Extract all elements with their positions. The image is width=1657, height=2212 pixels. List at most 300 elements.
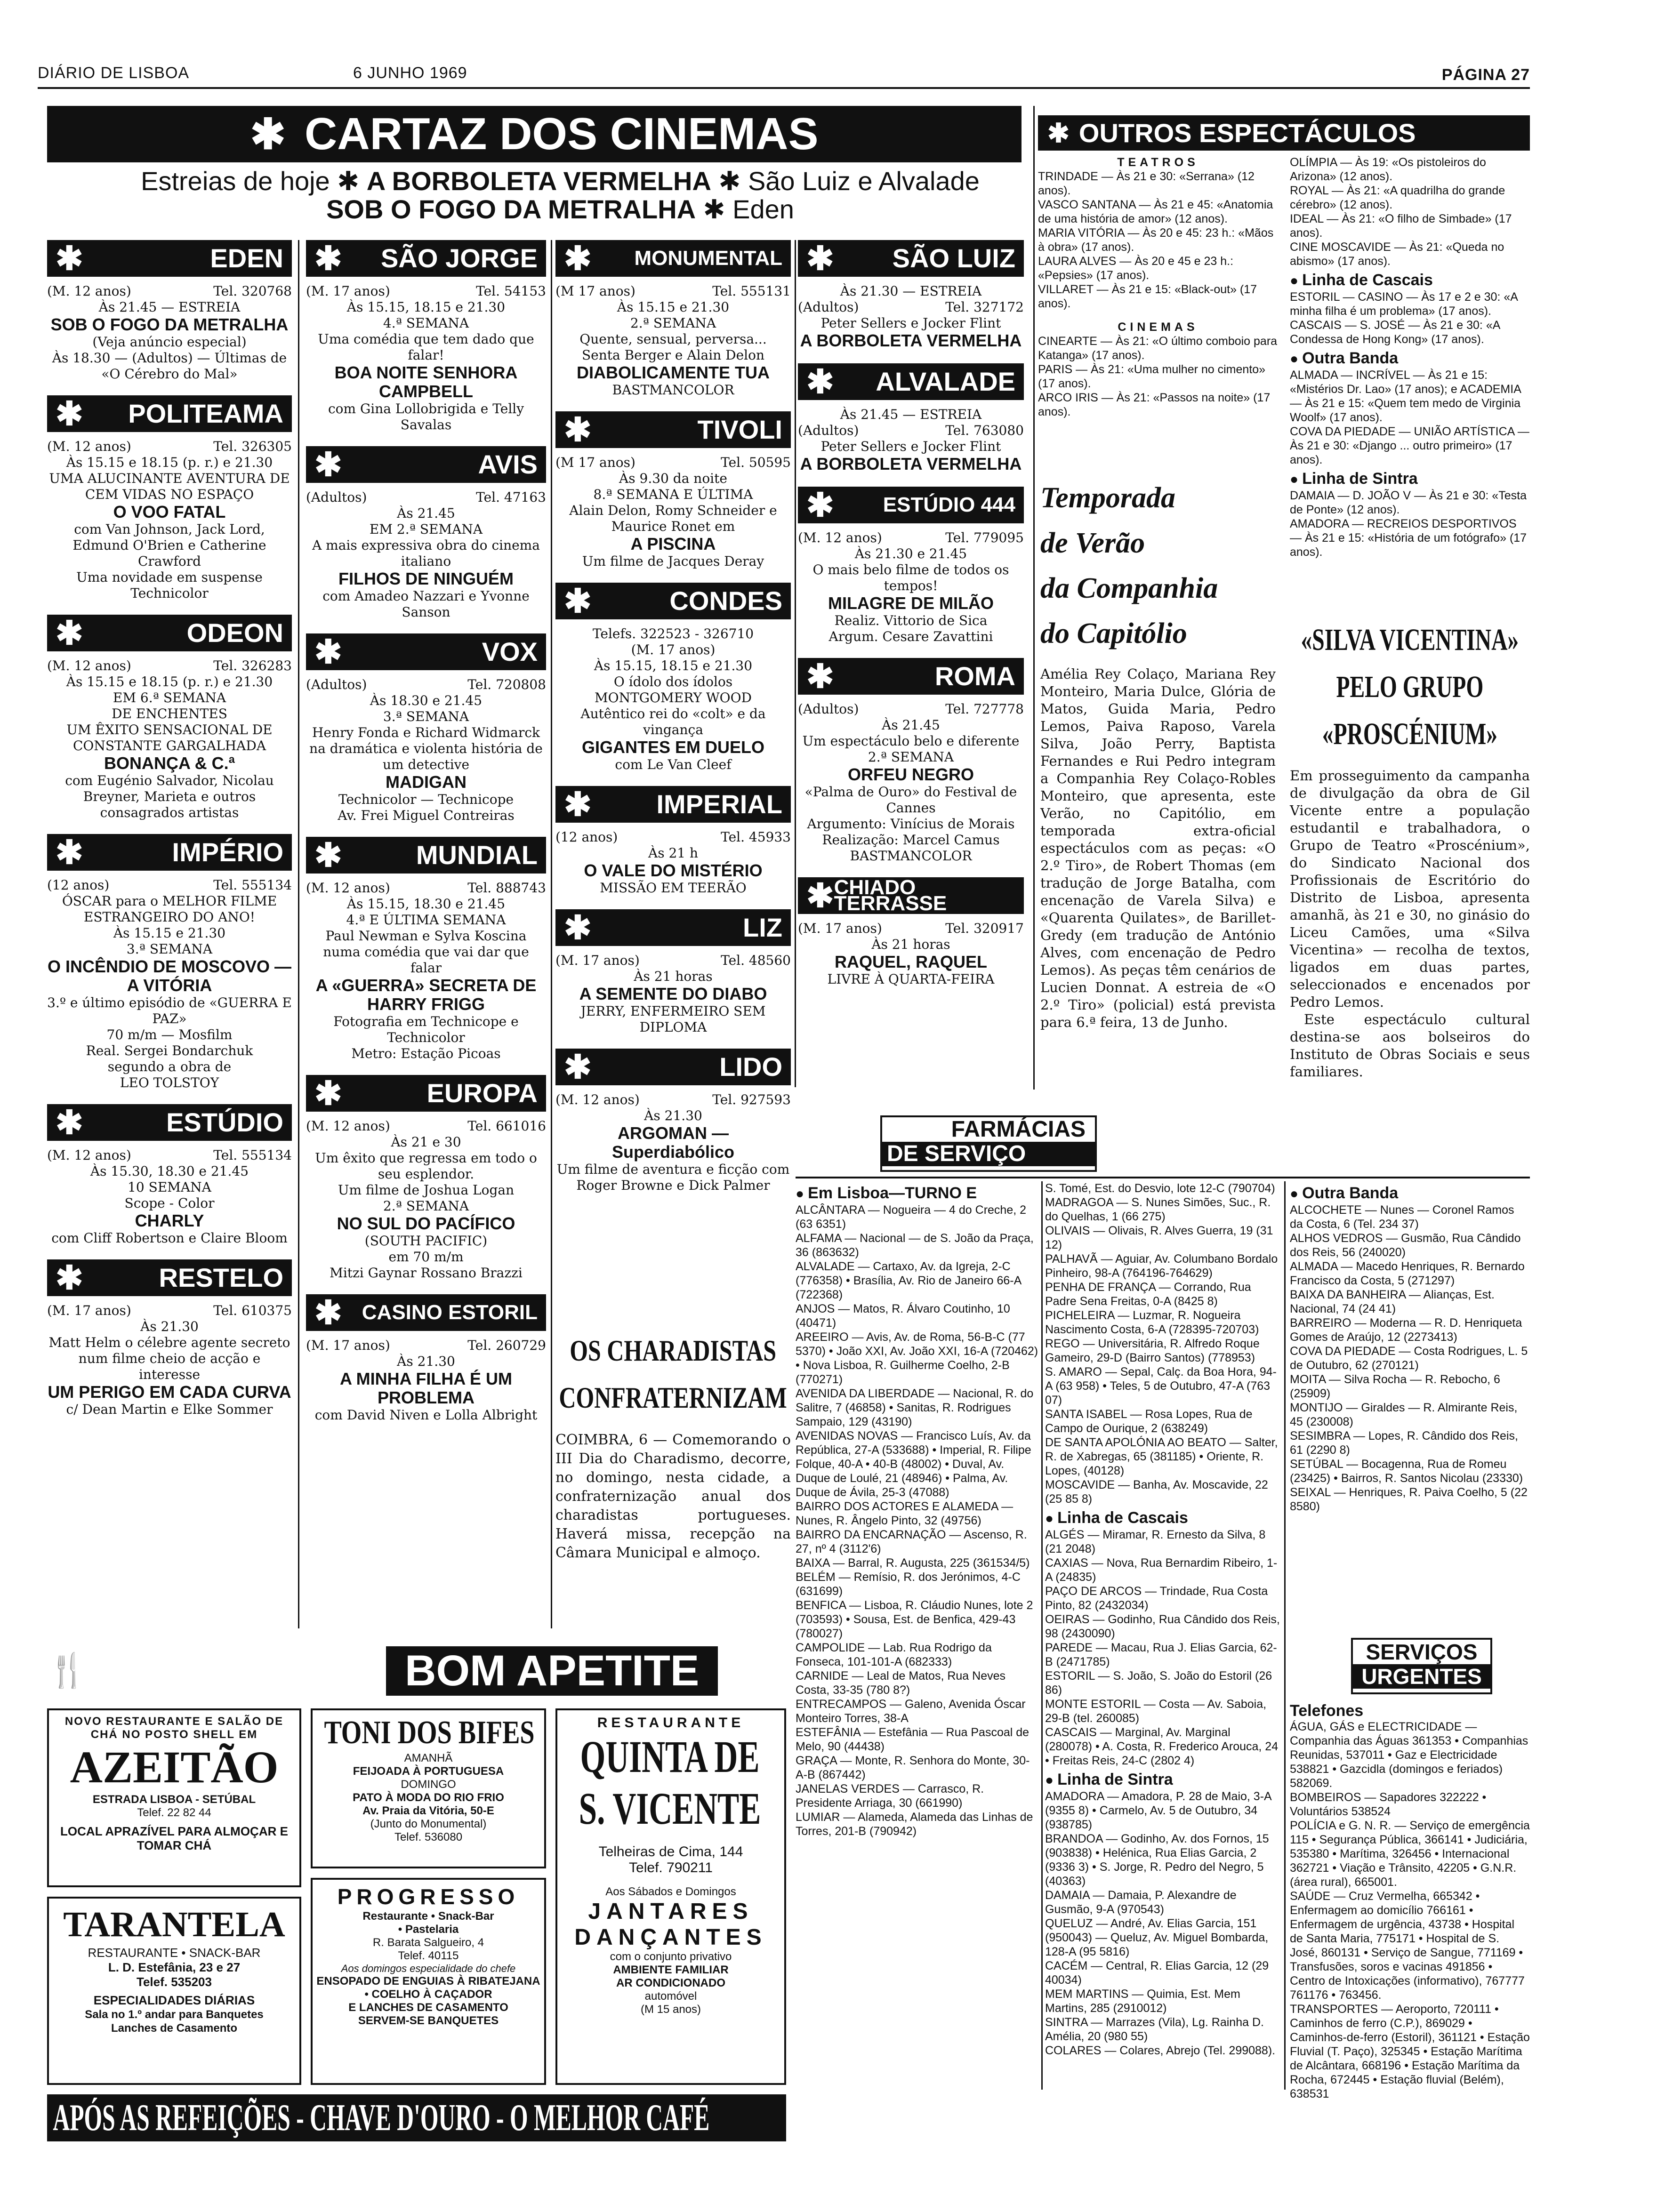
quinta-l1: Telheiras de Cima, 144 bbox=[598, 1844, 743, 1859]
cinema-header bbox=[306, 240, 546, 277]
cinema-item: ROYAL — Às 21: «A quadrilha do grande cérebro» (12 anos). bbox=[1290, 184, 1505, 211]
column-divider bbox=[1033, 106, 1035, 1090]
film-credit: Av. Frei Miguel Contreiras bbox=[338, 808, 515, 823]
film-credit: Argumento: Vinícius de Morais bbox=[807, 816, 1015, 832]
film-title: A MINHA FILHA É UM PROBLEMA bbox=[340, 1369, 512, 1407]
cinema-meta bbox=[47, 1147, 292, 1163]
film-credit: com Cliff Robertson e Claire Bloom bbox=[51, 1230, 288, 1246]
film-credit: em 70 m/m bbox=[388, 1249, 464, 1265]
toni-l3: DOMINGO bbox=[401, 1778, 456, 1791]
progresso-l7: • COELHO À CAÇADOR bbox=[364, 1988, 492, 2001]
column-divider bbox=[551, 240, 552, 1628]
temporada-body: Amélia Rey Colaço, Mariana Rey Monteiro, Maria Dulce, Glória de Matos, Guida Maria, Pedro Lemos, Paiva Raposo, Varela Silva, João Perry, Baptista Fernandes e Rui Pedro integram a Companhia Rey Colaço-Robles Monteiro, que apresenta, este Verão, no Capitólio, em temporada extra-oficial espectáculos com as peças: «O 2.º Tiro», de Robert Thomas (em tradução de Jorge Batalha, com encenação de Varela Silva) e «Quarenta Quilates», de Barillet-Gredy (em tradução de António Alves, com encenação de Pedro Lemos). As peças têm cenários de Lucien Donnat. A estreia de «O 2.º Tiro» (policial) está prevista para 6.ª feira, 13 de Junho. bbox=[1040, 666, 1276, 1030]
cinema-item: ALMADA — INCRÍVEL — Às 21 e 15: «Mistérios Dr. Lao» (17 anos); e ACADEMIA — Às 21 e 15: «Quem tem medo de Virginia Woolf» (17 anos). bbox=[1290, 369, 1521, 424]
cinema-phone: Tel. 47163 bbox=[476, 489, 546, 505]
cinema-listing-eden bbox=[47, 240, 292, 382]
cinema-header bbox=[47, 240, 292, 277]
film-title: SOB O FOGO DA METRALHA bbox=[50, 315, 289, 334]
cinema-rating: (M. 17 anos) bbox=[798, 921, 882, 936]
cinema-name: IMPÉRIO bbox=[172, 837, 283, 867]
star-icon: ✱ bbox=[564, 411, 592, 448]
cinema-header bbox=[798, 363, 1024, 400]
film-title: A SEMENTE DO DIABO bbox=[579, 984, 767, 1003]
cinema-info: Às 21.30 — ESTREIA bbox=[840, 283, 982, 299]
film-title: A BORBOLETA VERMELHA bbox=[800, 454, 1022, 473]
film-title: DIABOLICAMENTE TUA bbox=[577, 363, 770, 382]
farmacia-item: ESTEFÂNIA — Estefânia — Rua Pascoal de Melo, 90 (44438) bbox=[796, 1726, 1030, 1753]
farmacia-item: QUELUZ — André, Av. Elias Garcia, 151 (950043) — Queluz, Av. Miguel Bombarda, 128-A (95 5816) bbox=[1045, 1917, 1269, 1958]
cinema-info: Às 21.30 bbox=[644, 1108, 702, 1123]
farmacia-item: OLIVAIS — Olivais, R. Alves Guerra, 19 (31 12) bbox=[1045, 1224, 1273, 1251]
cinema-item: CINEARTE — Às 21: «O último comboio para Katanga» (17 anos). bbox=[1038, 335, 1278, 362]
cinema-info: Às 21.30 bbox=[140, 1319, 199, 1334]
estreia1-film: A BORBOLETA VERMELHA bbox=[366, 166, 711, 196]
star-icon: ✱ bbox=[806, 363, 834, 400]
cinema-name: TIVOLI bbox=[697, 415, 782, 444]
cinema-listing-roma bbox=[798, 658, 1024, 864]
cinema-header bbox=[555, 909, 791, 946]
temporada-title bbox=[1040, 475, 1276, 656]
film-credit: 3.º e último episódio de «GUERRA E PAZ» bbox=[47, 995, 292, 1026]
cinema-phone: Tel. 927593 bbox=[712, 1092, 791, 1107]
cinema-info: O ídolo dos ídolos bbox=[613, 674, 733, 689]
cinema-info: Às 15.15 e 18.15 (p. r.) e 21.30 bbox=[66, 674, 273, 689]
cinema-info: Às 15.30, 18.30 e 21.45 bbox=[90, 1163, 249, 1179]
cinema-info: Às 15.15, 18.30 e 21.45 bbox=[346, 896, 506, 912]
star-icon: ✱ bbox=[250, 111, 286, 158]
cinema-listing-casino-estoril bbox=[306, 1294, 546, 1423]
ad-azeitao bbox=[47, 1708, 301, 1887]
temporada-title-line: da Companhia bbox=[1040, 572, 1218, 604]
film-credit: c/ Dean Martin e Elke Sommer bbox=[66, 1402, 273, 1417]
film-credit: com Amadeo Nazzari e Yvonne Sanson bbox=[322, 588, 530, 620]
farmacia-item: BARREIRO — Moderna — R. D. Henriqueta Gomes de Araújo, 12 (2273413) bbox=[1290, 1316, 1522, 1344]
cinema-info: ÓSCAR para o MELHOR FILME ESTRANGEIRO DO ANO! bbox=[62, 893, 277, 925]
servico-item: ÁGUA, GÁS e ELECTRICIDADE — Companhia das Águas 361353 • Companhias Reunidas, 537011 • Gaz e Electricidade 538821 • Gazcidla (domingos e feriados) 582069. bbox=[1290, 1720, 1528, 1790]
tarantela-l4: ESPECIALIDADES DIÁRIAS bbox=[93, 1993, 255, 2007]
star-icon: ✱ bbox=[564, 240, 592, 277]
silva-body-2: Este espectáculo cultural destina-se aos bolseiros do Instituto de Obras Sociais e seus familiares. bbox=[1290, 1011, 1530, 1080]
column-divider bbox=[1284, 1181, 1286, 2090]
cinema-item: CINE MOSCAVIDE — Às 21: «Queda no abismo» (17 anos). bbox=[1290, 240, 1504, 268]
farmacia-item: MEM MARTINS — Quimia, Est. Mem Martins, 285 (2910012) bbox=[1045, 1988, 1240, 2015]
cinema-info: EM 2.ª SEMANA bbox=[369, 521, 483, 537]
cinema-phone: Tel. 50595 bbox=[721, 455, 791, 470]
farmacia-item: SANTA ISABEL — Rosa Lopes, Rua de Campo de Ourique, 2 (638249) bbox=[1045, 1408, 1253, 1435]
temporada-title-line: de Verão bbox=[1040, 527, 1145, 559]
cinema-header bbox=[306, 1075, 546, 1112]
cinema-column-1 bbox=[47, 240, 292, 1628]
cinema-name: ALVALADE bbox=[876, 367, 1015, 396]
cinema-rating: (12 anos) bbox=[555, 829, 618, 845]
servico-item: POLÍCIA e G. N. R. — Serviço de emergência 115 • Segurança Pública, 366141 • Judiciária, 535380 • Marítima, 326456 • Internacional 362721 • Viação e Trânsito, 42205 • G.N.R. (área rural), 665001. bbox=[1290, 1819, 1530, 1889]
cinema-info: UMA ALUCINANTE AVENTURA DE CEM VIDAS NO ESPAÇO bbox=[49, 471, 290, 502]
cinema-header bbox=[47, 1104, 292, 1141]
film-credit: (SOUTH PACIFIC) bbox=[364, 1233, 488, 1249]
column-divider bbox=[795, 240, 796, 1087]
cartaz-title: CARTAZ DOS CINEMAS bbox=[304, 109, 819, 159]
cinema-name: CHIADO TERRASSE bbox=[834, 876, 947, 915]
telefones-label: Telefones bbox=[1290, 1702, 1364, 1720]
outros-left bbox=[1038, 155, 1278, 475]
film-credit: BASTMANCOLOR bbox=[850, 848, 972, 864]
azeitao-name: AZEITÃO bbox=[70, 1742, 279, 1792]
cinema-info: EM 6.ª SEMANA bbox=[113, 690, 226, 705]
cinema-meta bbox=[555, 829, 791, 845]
estreia2-cinemas: Eden bbox=[732, 194, 794, 224]
star-icon: ✱ bbox=[56, 240, 83, 277]
cinema-info: UM ÊXITO SENSACIONAL DE CONSTANTE GARGALHADA bbox=[66, 722, 273, 753]
cinema-header bbox=[306, 1294, 546, 1331]
cinema-meta bbox=[47, 658, 292, 674]
cinema-info: Quente, sensual, perversa... bbox=[579, 331, 767, 347]
cinema-meta bbox=[798, 701, 1024, 717]
star-icon: ✱ bbox=[314, 446, 342, 483]
film-credit: Um filme de aventura e ficção com Roger Browne e Dick Palmer bbox=[556, 1162, 790, 1193]
cinema-item: DAMAIA — D. JOÃO V — Às 21 e 30: «Testa de Ponte» (12 anos). bbox=[1290, 489, 1527, 516]
servico-item: BOMBEIROS — Sapadores 322222 • Voluntários 538524 bbox=[1290, 1791, 1487, 1818]
film-credit: Realização: Marcel Camus bbox=[822, 832, 1000, 848]
progresso-l1: Restaurante • Snack-Bar bbox=[362, 1910, 494, 1923]
farmacias-col-c: ● Outra Banda ALCOCHETE — Nunes — Coronel Ramos da Costa, 6 (Tel. 234 37) ALHOS VEDROS — Gusmão, Rua Cândido dos Reis, 56 (240020) ALMADA — Macedo Henriques, R. Bernardo Francisco da Costa, 5 (271297) BAIXA DA BANHEIRA — Alianças, Est. Nacional, 74 (24 41) BARREIRO — Moderna — R. D. Henriqueta Gomes de Araújo, 12 (2273413) COVA DA PIEDADE — Costa Rodrigues, L. 5 de Outubro, 62 (270121) MOITA — Silva Rocha — R. Rebocho, 6 (25909) MONTIJO — Giraldes — R. Almirante Reis, 45 (230008) SESIMBRA — Lopes, R. Cândido dos Reis, 61 (2290 8) SETÚBAL — Bocagenna, Rua de Romeu (23425) • Bairros, R. Santos Nicolau (23330) SEIXAL — Henriques, R. Paiva Coelho, 5 (22 8580) bbox=[1290, 1181, 1530, 1652]
film-credit: Argum. Cesare Zavattini bbox=[828, 629, 993, 644]
farmacia-item: PENHA DE FRANÇA — Corrando, Rua Padre Sena Freitas, 0-A (8425 8) bbox=[1045, 1281, 1251, 1308]
quinta-l5: DANÇANTES bbox=[574, 1925, 767, 1950]
cinema-info: Henry Fonda e Richard Widmarck na dramática e violenta história de um detective bbox=[309, 725, 543, 772]
tarantela-l1: RESTAURANTE • SNACK-BAR bbox=[88, 1946, 261, 1960]
cinema-listing-sao-luiz bbox=[798, 240, 1024, 350]
film-title: O VALE DO MISTÉRIO bbox=[584, 861, 763, 880]
outros-banner bbox=[1038, 115, 1530, 151]
cinema-name: ODEON bbox=[186, 618, 283, 648]
farmacia-item: COVA DA PIEDADE — Costa Rodrigues, L. 5 de Outubro, 62 (270121) bbox=[1290, 1345, 1528, 1372]
column-divider bbox=[298, 240, 299, 1628]
film-credit: com David Niven e Lolla Albright bbox=[314, 1407, 538, 1423]
outros-banda-label: Outra Banda bbox=[1302, 349, 1399, 367]
film-credit: LEO TOLSTOY bbox=[120, 1075, 219, 1090]
film-credit: Technicolor — Technicope bbox=[338, 792, 514, 807]
servico-item: TRANSPORTES — Aeroporto, 720111 • Caminhos de ferro (C.P.), 869029 • Caminhos-de-ferro (Estoril), 361121 • Estação Fluvial (T. Paço), 325345 • Estação Marítima de Alcântara, 668196 • Estação Marítima da Rocha, 672445 • Estação fluvial (Belém), 638531 bbox=[1290, 2003, 1530, 2100]
quinta-name-2: S. VICENTE bbox=[579, 1783, 761, 1834]
cinema-meta bbox=[47, 283, 292, 299]
film-credit: Uma novidade em suspense bbox=[76, 569, 263, 585]
toni-name: TONI DOS BIFES bbox=[324, 1715, 535, 1751]
cinema-info: 3.ª SEMANA bbox=[126, 941, 213, 957]
silva-article bbox=[1290, 617, 1530, 1238]
cinema-item: OLÍMPIA — Às 19: «Os pistoleiros do Arizona» (12 anos). bbox=[1290, 156, 1486, 183]
cinema-meta bbox=[555, 1092, 791, 1108]
quinta-l6: com o conjunto privativo bbox=[610, 1950, 732, 1963]
star-icon: ✱ bbox=[314, 837, 342, 874]
farmacia-item: DE SANTA APOLÓNIA AO BEATO — Salter, R. de Xabregas, 65 (381185) • Oriente, R. Lopes, (40128) bbox=[1045, 1436, 1278, 1477]
progresso-l4: Telef. 40115 bbox=[398, 1949, 459, 1962]
cinema-header bbox=[798, 487, 1024, 523]
cinema-header bbox=[798, 658, 1024, 695]
tarantela-l5: Sala no 1.º andar para Banquetes bbox=[85, 2008, 264, 2021]
estreia2-film: SOB O FOGO DA METRALHA bbox=[326, 194, 696, 224]
film-title: A PISCINA bbox=[630, 534, 716, 553]
cinema-item: ESTORIL — CASINO — Às 17 e 2 e 30: «A minha filha é um problema» (17 anos). bbox=[1290, 290, 1518, 318]
quinta-name-1: QUINTA DE bbox=[580, 1731, 760, 1782]
cinema-info: DE ENCHENTES bbox=[112, 706, 227, 721]
farmacia-item: ALGÉS — Miramar, R. Ernesto da Silva, 8 (21 2048) bbox=[1045, 1528, 1266, 1555]
cinema-info: 10 SEMANA bbox=[128, 1179, 211, 1195]
cinema-phone: Tel. 555131 bbox=[712, 283, 791, 299]
star-icon: ✱ bbox=[1047, 118, 1070, 148]
cinema-phone: Tel. 555134 bbox=[213, 1147, 292, 1163]
cinema-column-4 bbox=[798, 240, 1024, 1087]
quinta-l9: automóvel bbox=[644, 1990, 697, 2003]
film-title: O VOO FATAL bbox=[113, 502, 226, 521]
cinema-meta bbox=[798, 921, 1024, 937]
cinema-info: Um espectáculo belo e diferente bbox=[802, 733, 1020, 749]
film-title: FILHOS DE NINGUÉM bbox=[338, 569, 514, 588]
silva-body: Em prosseguimento da campanha de divulgação da obra de Gil Vicente entre a população estudantil e trabalhadora, o Grupo de Teatro «Proscénium», do Sindicato Nacional dos Profissionais de Escritório do Distrito de Lisboa, apresenta amanhã, às 21 e 30, no ginásio do Liceu Camões, uma «Silva Vicentina» — recolha de textos, ligados em duas partes, seleccionados e encenados por Pedro Lemos. bbox=[1290, 768, 1530, 1010]
cinema-rating: (Adultos) bbox=[306, 677, 367, 692]
quinta-l7: AMBIENTE FAMILIAR bbox=[613, 1964, 729, 1976]
cinema-info: Às 21 e 30 bbox=[391, 1134, 461, 1150]
cinema-listing-alvalade bbox=[798, 363, 1024, 473]
star-icon: ✱ bbox=[56, 615, 83, 651]
farm-sintra-label: Linha de Sintra bbox=[1057, 1771, 1173, 1788]
cinema-info: 3.ª SEMANA bbox=[383, 709, 469, 724]
cinema-header bbox=[555, 583, 791, 619]
film-credit: BASTMANCOLOR bbox=[612, 382, 734, 398]
cinema-info: 2.ª SEMANA bbox=[630, 315, 716, 331]
film-credit: JERRY, ENFERMEIRO SEM DIPLOMA bbox=[580, 1003, 766, 1035]
cinema-listing-lido bbox=[555, 1049, 791, 1194]
cinema-info: Peter Sellers e Jocker Flint bbox=[820, 315, 1001, 331]
cinema-meta bbox=[306, 677, 546, 693]
ad-progresso bbox=[311, 1878, 546, 2085]
star-icon: ✱ bbox=[806, 658, 834, 695]
charadistas-title-2: CONFRATERNIZAM bbox=[559, 1381, 787, 1414]
cinema-meta bbox=[47, 439, 292, 455]
cinema-item: IDEAL — Às 21: «O filho de Simbade» (17 anos). bbox=[1290, 212, 1512, 240]
cinema-listing-estudio bbox=[47, 1104, 292, 1246]
cinema-phone: Tel. 326305 bbox=[213, 439, 292, 454]
cinema-rating: (M. 17 anos) bbox=[306, 283, 390, 299]
cinema-phone: Tel. 48560 bbox=[721, 953, 791, 968]
film-title: RAQUEL, RAQUEL bbox=[835, 952, 987, 971]
silva-title-line: PELO GRUPO bbox=[1336, 670, 1484, 704]
quinta-l3: Aos Sábados e Domingos bbox=[605, 1885, 736, 1898]
servicos-title-2: URGENTES bbox=[1353, 1664, 1490, 1689]
film-credit: com Eugénio Salvador, Nicolau Breyner, Marieta e outros consagrados artistas bbox=[65, 773, 274, 820]
farmacia-item: MOSCAVIDE — Banha, Av. Moscavide, 22 (25 85 8) bbox=[1045, 1478, 1268, 1506]
star-icon: ✱ bbox=[56, 1104, 83, 1141]
cinema-listing-avis bbox=[306, 446, 546, 620]
farmacia-item: MONTIJO — Giraldes — R. Almirante Reis, 45 (230008) bbox=[1290, 1401, 1518, 1428]
farmacia-item: ALCÂNTARA — Nogueira — 4 do Creche, 2 (63 6351) bbox=[796, 1203, 1027, 1231]
cinema-name: CASINO ESTORIL bbox=[362, 1301, 538, 1324]
star-icon: ✱ bbox=[56, 1259, 83, 1296]
cinema-rating: (M. 12 anos) bbox=[47, 658, 131, 673]
cinema-meta bbox=[798, 299, 1024, 315]
farmacia-item: GRAÇA — Monte, R. Senhora do Monte, 30-A-B (867442) bbox=[796, 1754, 1030, 1781]
teatro-item: VASCO SANTANA — Às 21 e 45: «Anatomia de uma história de amor» (12 anos). bbox=[1038, 198, 1273, 225]
cinema-listing-restelo bbox=[47, 1259, 292, 1418]
cinema-header bbox=[47, 1259, 292, 1296]
charadistas-article bbox=[555, 1332, 791, 1624]
cinema-rating: (M. 12 anos) bbox=[306, 880, 390, 896]
farmacias-rule bbox=[796, 1177, 1530, 1178]
temporada-title-line: Temporada bbox=[1040, 482, 1176, 514]
farmacia-item: S. AMARO — Sepal, Calç. da Boa Hora, 94-A (63 958) • Teles, 5 de Outubro, 47-A (763 07) bbox=[1045, 1365, 1277, 1407]
farmacia-item: CAMPOLIDE — Lab. Rua Rodrigo da Fonseca, 101-101-A (682333) bbox=[796, 1641, 992, 1668]
cinema-meta bbox=[306, 283, 546, 299]
ad-toni-dos-bifes bbox=[311, 1708, 546, 1868]
film-credit: «Palma de Ouro» do Festival de Cannes bbox=[804, 784, 1017, 816]
cinema-phone: Tel. 555134 bbox=[213, 877, 292, 893]
farmacia-item: BAIXA — Barral, R. Augusta, 225 (361534/5) bbox=[796, 1556, 1030, 1570]
cinema-listing-chiado-terrasse bbox=[798, 877, 1024, 987]
cinema-header bbox=[47, 395, 292, 432]
cinema-meta bbox=[306, 1338, 546, 1354]
farmacias-title-1: FARMÁCIAS bbox=[951, 1117, 1086, 1142]
toni-l2: FEIJOADA À PORTUGUESA bbox=[353, 1765, 504, 1778]
film-credit: Metro: Estação Picoas bbox=[351, 1046, 501, 1061]
cinema-listing-imperial bbox=[555, 786, 791, 896]
farmacia-item: ESTORIL — S. João, S. João do Estoril (26 86) bbox=[1045, 1669, 1272, 1697]
masthead-paper: DIÁRIO DE LISBOA bbox=[38, 64, 190, 82]
cinema-item: COVA DA PIEDADE — UNIÃO ARTÍSTICA — Às 21 e 30: «Django ... outro primeiro» (17 anos). bbox=[1290, 425, 1529, 466]
estreias-label: Estreias de hoje bbox=[141, 166, 330, 196]
quinta-l2: Telef. 790211 bbox=[629, 1860, 713, 1875]
teatro-item: VILLARET — Às 21 e 15: «Black-out» (17 anos). bbox=[1038, 283, 1257, 310]
quinta-l8: AR CONDICIONADO bbox=[616, 1977, 725, 1989]
cinema-info: 8.ª SEMANA E ÚLTIMA bbox=[593, 487, 753, 502]
tarantela-l3: Telef. 535203 bbox=[137, 1975, 212, 1989]
farmacias-title-2: DE SERVIÇO bbox=[882, 1142, 1095, 1166]
cinema-header bbox=[798, 240, 1024, 277]
farmacia-item: BRANDOA — Godinho, Av. dos Fornos, 15 (903838) • Helénica, Rua Elias Garcia, 2 (9336 3) • S. Jorge, R. Pedro del Negro, 5 (40363) bbox=[1045, 1832, 1269, 1888]
film-title: GIGANTES EM DUELO bbox=[581, 737, 765, 757]
film-credit: Um filme de Jacques Deray bbox=[582, 553, 764, 569]
film-credit: com Van Johnson, Jack Lord, Edmund O'Brien e Catherine Crawford bbox=[72, 521, 266, 569]
cinema-rating: (M. 12 anos) bbox=[47, 283, 131, 299]
farmacia-item: AREEIRO — Avis, Av. de Roma, 56-B-C (77 5370) • João XXI, Av. João XXI, 16-A (720462) • Nova Lisboa, R. Guilherme Coelho, 2-B (770271) bbox=[796, 1330, 1038, 1386]
cinema-header bbox=[47, 834, 292, 871]
film-credit: Technicolor bbox=[130, 585, 209, 601]
cinema-info: Às 18.30 e 21.45 bbox=[370, 693, 483, 708]
cinema-meta bbox=[306, 489, 546, 505]
cinema-phone: Tel. 320768 bbox=[213, 283, 292, 299]
star-icon: ✱ bbox=[564, 583, 592, 619]
cinema-info: Às 15.15 e 21.30 bbox=[617, 299, 730, 315]
cinema-header bbox=[47, 615, 292, 651]
azeitao-l1: ESTRADA LISBOA - SETÚBAL bbox=[92, 1793, 256, 1806]
farmacia-item: JANELAS VERDES — Carrasco, R. Presidente Arriaga, 30 (661990) bbox=[796, 1782, 984, 1810]
masthead-rule bbox=[38, 87, 1530, 89]
farmacia-item: OEIRAS — Godinho, Rua Cândido dos Reis, 98 (2430090) bbox=[1045, 1613, 1280, 1640]
film-title: A «GUERRA» SECRETA DE HARRY FRIGG bbox=[315, 976, 537, 1014]
azeitao-l3: LOCAL APRAZÍVEL PARA ALMOÇAR E TOMAR CHÁ bbox=[60, 1824, 288, 1852]
cinema-listing-condes bbox=[555, 583, 791, 773]
farmacia-item: SESIMBRA — Lopes, R. Cândido dos Reis, 61 (2290 8) bbox=[1290, 1429, 1518, 1457]
cinema-name: MONUMENTAL bbox=[634, 247, 782, 270]
farm-cascais-label: Linha de Cascais bbox=[1057, 1509, 1188, 1527]
cinema-listing-europa bbox=[306, 1075, 546, 1281]
azeitao-l2: Telef. 22 82 44 bbox=[137, 1806, 211, 1819]
masthead-page: PÁGINA 27 bbox=[1441, 66, 1530, 84]
farm-banda-label: Outra Banda bbox=[1302, 1184, 1399, 1202]
farmacia-item: ALMADA — Macedo Henriques, R. Bernardo Francisco da Costa, 5 (271297) bbox=[1290, 1260, 1525, 1287]
silva-title bbox=[1290, 617, 1530, 758]
charadistas-body: COIMBRA, 6 — Comemorando o III Dia do Charadismo, decorre, no domingo, nesta cidade, a confraternização anual dos charadistas portugueses. Haverá missa, recepção na Câmara Municipal e almoço. bbox=[555, 1432, 791, 1561]
cinema-name: LIZ bbox=[743, 913, 782, 942]
toni-l5: Av. Praia da Vitória, 50-E bbox=[362, 1804, 494, 1817]
cinema-listing-tivoli bbox=[555, 411, 791, 569]
star-icon: ✱ bbox=[564, 909, 592, 946]
cinema-info: Um filme de Joshua Logan bbox=[338, 1182, 515, 1198]
cinema-header bbox=[306, 633, 546, 670]
outros-title: OUTROS ESPECTÁCULOS bbox=[1078, 118, 1416, 148]
cinema-phone: Tel. 888743 bbox=[467, 880, 546, 896]
film-credit: segundo a obra de bbox=[107, 1059, 232, 1074]
cinema-info: Às 21.45 bbox=[882, 717, 940, 733]
film-title: MADIGAN bbox=[386, 772, 467, 792]
star-icon: ✱ bbox=[56, 834, 83, 871]
progresso-l5: Aos domingos especialidade do chefe bbox=[341, 1963, 516, 1974]
cinema-phone: Tel. 260729 bbox=[467, 1338, 546, 1353]
cinema-rating: (M 17 anos) bbox=[555, 283, 635, 299]
toni-l6: (Junto do Monumental) bbox=[370, 1818, 487, 1830]
farmacia-item: CAXIAS — Nova, Rua Bernardim Ribeiro, 1-A (24835) bbox=[1045, 1556, 1278, 1584]
farmacia-item: SETÚBAL — Bocagenna, Rua de Romeu (23425) • Bairros, R. Santos Nicolau (23330) bbox=[1290, 1458, 1523, 1485]
outros-sintra-label: Linha de Sintra bbox=[1302, 470, 1418, 488]
quinta-l4: JANTARES bbox=[588, 1899, 754, 1924]
cinema-phone: Tel. 320917 bbox=[945, 921, 1024, 936]
tarantela-l6: Lanches de Casamento bbox=[111, 2022, 238, 2035]
farmacia-item: BAIRRO DOS ACTORES E ALAMEDA — Nunes, R. Ângelo Pinto, 32 (49756) bbox=[796, 1500, 1014, 1527]
cinema-info: A mais expressiva obra do cinema italiano bbox=[312, 537, 540, 569]
cinema-info: 2.ª SEMANA bbox=[383, 1198, 469, 1214]
film-title: O INCÊNDIO DE MOSCOVO — A VITÓRIA bbox=[47, 957, 292, 995]
cinema-phone: Tel. 661016 bbox=[467, 1118, 546, 1134]
film-credit: (Veja anúncio especial) bbox=[92, 334, 247, 350]
cinema-info: 4.ª SEMANA bbox=[383, 315, 469, 331]
farmacia-item: CACÉM — Central, R. Elias Garcia, 12 (29 40034) bbox=[1045, 1959, 1269, 1987]
charadistas-title-1: OS CHARADISTAS bbox=[570, 1334, 776, 1367]
cinema-phone: Tel. 720808 bbox=[467, 677, 546, 692]
cinema-item: CASCAIS — S. JOSÉ — Às 21 e 30: «A Condessa de Hong Kong» (17 anos). bbox=[1290, 319, 1500, 346]
cinema-info: Às 21.45 bbox=[397, 505, 455, 521]
farmacia-item: S. Tomé, Est. do Desvio, lote 12-C (790704) bbox=[1045, 1182, 1275, 1195]
cinema-info: Matt Helm o célebre agente secreto num filme cheio de acção e interesse bbox=[48, 1335, 290, 1382]
cinema-info: 4.ª E ÚLTIMA SEMANA bbox=[346, 912, 506, 928]
progresso-l3: R. Barata Salgueiro, 4 bbox=[372, 1936, 484, 1949]
cinema-info: Senta Berger e Alain Delon bbox=[581, 347, 765, 363]
cinema-name: ESTÚDIO bbox=[166, 1107, 283, 1137]
cinema-name: SÃO LUIZ bbox=[892, 243, 1015, 273]
star-icon: ✱ bbox=[806, 877, 834, 914]
cinema-info: Às 15.15, 18.15 e 21.30 bbox=[594, 658, 753, 673]
cinema-rating: (M. 17 anos) bbox=[555, 953, 640, 968]
cinema-info: Paul Newman e Sylva Koscina numa comédia que vai dar que falar bbox=[323, 928, 529, 976]
film-title: NO SUL DO PACÍFICO bbox=[337, 1214, 515, 1233]
star-icon: ✱ bbox=[314, 240, 342, 277]
cinema-item: AMADORA — RECREIOS DESPORTIVOS — Às 21 e 15: «História de um fotógrafo» (17 anos). bbox=[1290, 517, 1527, 559]
cinema-meta bbox=[555, 455, 791, 471]
cinema-phone: Tel. 763080 bbox=[945, 423, 1024, 438]
cinema-listing-estudio-444 bbox=[798, 487, 1024, 645]
farmacia-item: SEIXAL — Henriques, R. Paiva Coelho, 5 (22 8580) bbox=[1290, 1486, 1528, 1513]
cinema-listing-liz bbox=[555, 909, 791, 1035]
teatro-item: TRINDADE — Às 21 e 30: «Serrana» (12 anos). bbox=[1038, 170, 1255, 197]
film-title: CHARLY bbox=[135, 1211, 204, 1230]
cinema-info: O mais belo filme de todos os tempos! bbox=[812, 562, 1009, 593]
